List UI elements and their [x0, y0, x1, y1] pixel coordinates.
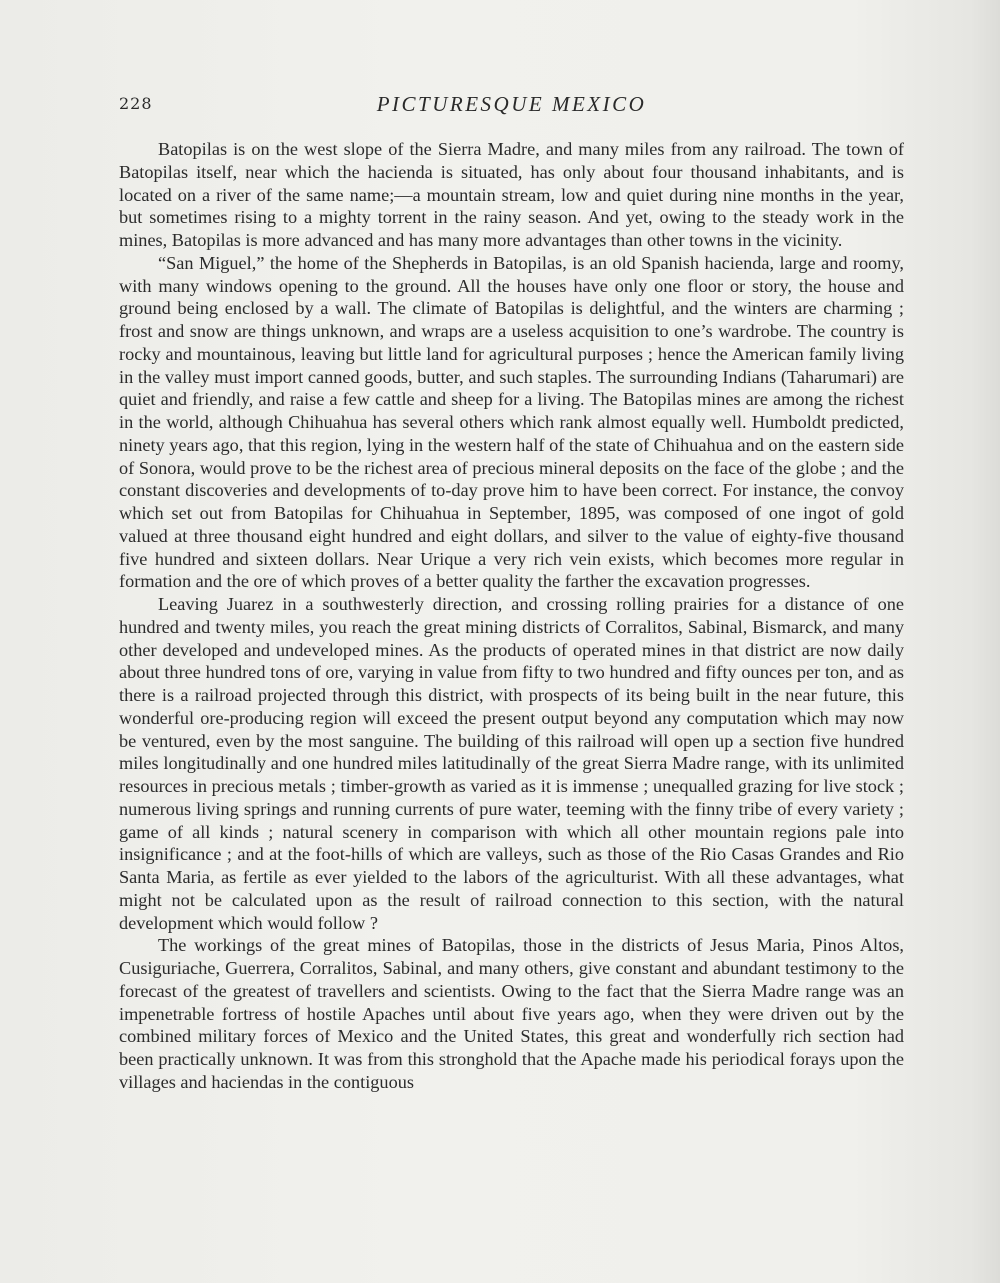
page-number: 228	[119, 94, 153, 113]
body-text	[119, 138, 904, 1094]
running-title: PICTURESQUE MEXICO	[376, 92, 647, 116]
paragraph: Leaving Juarez in a southwesterly direction, and crossing rolling prairies for a distance of one hundred and twenty miles, you reach the great mining districts of Corralitos, Sabinal, Bismarck, and many other developed and undeveloped mines. As the products of operated mines in that district are now daily about three hundred tons of ore, varying in value from fifty to two hundred and fifty ounces per ton, and as there is a railroad projected through this district, with prospects of its being built in the near future, this wonderful ore-producing region will exceed the present output beyond any computation which may now be ventured, even by the most sanguine. The building of this railroad will open up a section five hundred miles longitudinally and one hundred miles latitudinally of the great Sierra Madre range, with its unlimited resources in precious metals ; timber-growth as varied as it is immense ; unequalled grazing for live stock ; numerous living springs and running currents of pure water, teeming with the finny tribe of every variety ; game of all kinds ; natural scenery in comparison with which all other mountain regions pale into insignificance ; and at the foot-hills of which are valleys, such as those of the Rio Casas Grandes and Rio Santa Maria, as fertile as ever yielded to the labors of the agriculturist. With all these advantages, what might not be calculated upon as the result of railroad connection to this section, with the natural development which would follow ?	[119, 594, 904, 933]
paragraph: Batopilas is on the west slope of the Sierra Madre, and many miles from any railroad. The town of Batopilas itself, near which the hacienda is situated, has only about four thousand inhabitants, and is located on a river of the same name;—a mountain stream, low and quiet during nine months in the year, but sometimes rising to a mighty torrent in the rainy season. And yet, owing to the steady work in the mines, Batopilas is more advanced and has many more advantages than other towns in the vicinity.	[119, 139, 904, 250]
paragraph: The workings of the great mines of Batopilas, those in the districts of Jesus Maria, Pinos Altos, Cusiguriache, Guerrera, Corralitos, Sabinal, and many others, give constant and abundant testimony to the forecast of the greatest of travellers and scientists. Owing to the fact that the Sierra Madre range was an impenetrable fortress of hostile Apaches until about five years ago, when they were driven out by the combined military forces of Mexico and the United States, this great and wonderfully rich section had been practically unknown. It was from this stronghold that the Apache made his periodical forays upon the villages and haciendas in the contiguous	[119, 935, 904, 1092]
page-header	[119, 92, 904, 122]
paragraph: “San Miguel,” the home of the Shepherds in Batopilas, is an old Spanish hacienda, large and roomy, with many windows opening to the ground. All the houses have only one floor or story, the house and ground being enclosed by a wall. The climate of Batopilas is delightful, and the winters are charming ; frost and snow are things unknown, and wraps are a useless acquisition to one’s wardrobe. The country is rocky and mountainous, leaving but little land for agricultural purposes ; hence the American family living in the valley must import canned goods, butter, and such staples. The surrounding Indians (Taharumari) are quiet and friendly, and raise a few cattle and sheep for a living. The Batopilas mines are among the richest in the world, although Chihuahua has several others which rank almost equally well. Humboldt predicted, ninety years ago, that this region, lying in the western half of the state of Chihuahua and on the eastern side of Sonora, would prove to be the richest area of precious mineral deposits on the face of the globe ; and the constant discoveries and developments of to-day prove him to have been correct. For instance, the convoy which set out from Batopilas for Chihuahua in September, 1895, was composed of one ingot of gold valued at three thousand eight hundred and eight dollars, and silver to the value of eighty-five thousand five hundred and sixteen dollars. Near Urique a very rich vein exists, which becomes more regular in formation and the ore of which proves of a better quality the farther the excavation progresses.	[119, 252, 904, 592]
